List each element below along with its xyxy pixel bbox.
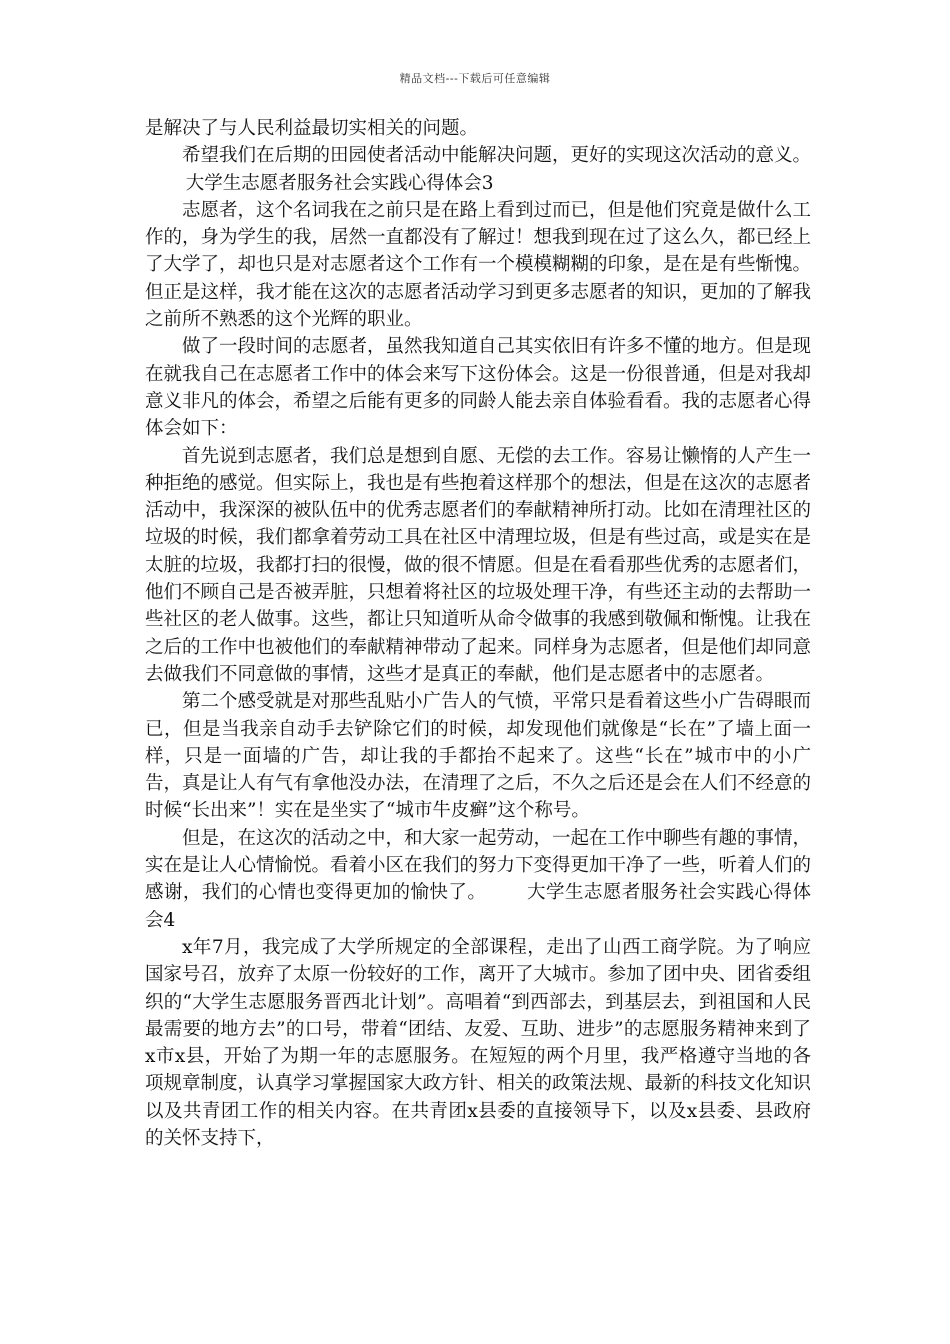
paragraph-7 bbox=[145, 825, 811, 934]
paragraph-8: x年7月，我完成了大学所规定的全部课程，走出了山西工商学院。为了响应国家号召，放弃了太原一份较好的工作，离开了大城市。参加了团中央、团省委组织的“大学生志愿服务晋西北计划”。高唱着“到西部去，到基层去，到祖国和人民最需要的地方去”的口号，带着“团结、友爱、互助、进步”的志愿服务精神来到了x市x县，开始了为期一年的志愿服务。在短短的两个月里，我严格遵守当地的各项规章制度，认真学习掌握国家大政方针、相关的政策法规、最新的科技文化知识以及共青团工作的相关内容。在共青团x县委的直接领导下，以及x县委、县政府的关怀支持下， bbox=[145, 936, 812, 1149]
paragraph-5: 首先说到志愿者，我们总是想到自愿、无偿的去工作。容易让懒惰的人产生一种拒绝的感觉。但实际上，我也是有些抱着这样那个的想法，但是在这次的志愿者活动中，我深深的被队伍中的优秀志愿者们的奉献精神所打动。比如在清理社区的垃圾的时候，我们都拿着劳动工具在社区中清理垃圾，但是有些过高，或是实在是太脏的垃圾，我都打扫的很慢，做的很不情愿。但是在看看那些优秀的志愿者们，他们不顾自己是否被弄脏，只想着将社区的垃圾处理干净，有些还主动的去帮助一些社区的老人做事。这些，都让只知道听从命令做事的我感到敬佩和惭愧。让我在之后的工作中也被他们的奉献精神带动了起来。同样身为志愿者，但是他们却同意去做我们不同意做的事情，这些才是真正的奉献，他们是志愿者中的志愿者。 bbox=[145, 445, 812, 685]
section-heading-4: 大学生志愿者服务社会实践心得体会4 bbox=[145, 882, 811, 931]
section-heading-3: 大学生志愿者服务社会实践心得体会3 bbox=[185, 172, 494, 194]
page-header: 精品文档---下载后可任意编辑 bbox=[399, 72, 551, 85]
document-body bbox=[145, 115, 811, 1152]
paragraph-4: 做了一段时间的志愿者，虽然我知道自己其实依旧有许多不懂的地方。但是现在就我自己在志愿者工作中的体会来写下这份体会。这是一份很普通，但是对我却意义非凡的体会，希望之后能有更多的同龄人能去亲自体验看看。我的志愿者心得体会如下： bbox=[145, 336, 812, 440]
paragraph-6: 第二个感受就是对那些乱贴小广告人的气愤，平常只是看着这些小广告碍眼而已，但是当我亲自动手去铲除它们的时候，却发现他们就像是“长在”了墙上面一样，只是一面墙的广告，却让我的手都抬不起来了。这些“长在”城市中的小广告，真是让人有气有拿他没办法，在清理了之后，不久之后还是会在人们不经意的时候“长出来”！实在是坐实了“城市牛皮癣”这个称号。 bbox=[145, 691, 812, 822]
paragraph-1: 是解决了与人民利益最切实相关的问题。 bbox=[145, 118, 479, 139]
paragraph-2-text: 希望我们在后期的田园使者活动中能解决问题，更好的实现这次活动的意义。 bbox=[182, 145, 812, 167]
paragraph-2 bbox=[145, 142, 811, 197]
paragraph-3: 志愿者，这个名词我在之前只是在路上看到过而已，但是他们究竟是做什么工作的，身为学生的我，居然一直都没有了解过！想我到现在过了这么久，都已经上了大学了，却也只是对志愿者这个工作有一个模模糊糊的印象，是在是有些惭愧。但正是这样，我才能在这次的志愿者活动学习到更多志愿者的知识，更加的了解我之前所不熟悉的这个光辉的职业。 bbox=[145, 199, 812, 331]
paragraph-7-text: 但是，在这次的活动之中，和大家一起劳动，一起在工作中聊些有趣的事情，实在是让人心情愉悦。看着小区在我们的努力下变得更加干净了一些，听着人们的感谢，我们的心情也变得更加的愉快了。 bbox=[145, 827, 812, 904]
